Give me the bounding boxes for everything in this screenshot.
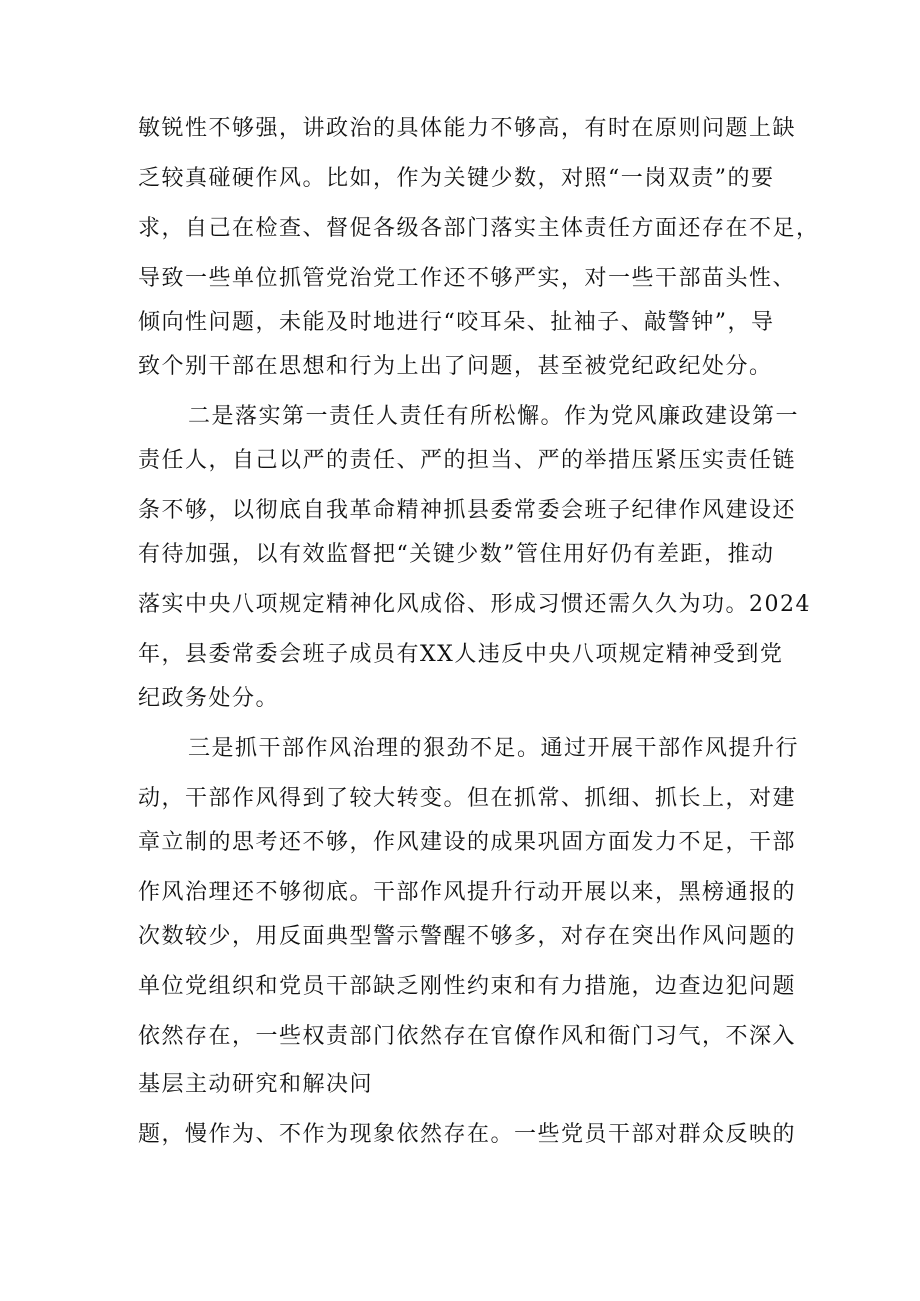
text-line: 致个别干部在思想和行为上出了问题，甚至被党纪政纪处分。 xyxy=(138,354,773,379)
text-line: 求，自己在检查、督促各级各部门落实主体责任方面还存在不足， xyxy=(138,216,820,241)
text-line: 题，慢作为、不作为现象依然存在。一些党员干部对群众反映的 xyxy=(138,1122,797,1147)
text-line: 作风治理还不够彻底。干部作风提升行动开展以来，黑榜通报的 xyxy=(138,880,797,905)
text-line: 次数较少，用反面典型警示警醒不够多，对存在突出作风问题的 xyxy=(138,924,797,949)
text-line: 单位党组织和党员干部缺乏刚性约束和有力措施，边查边犯问题 xyxy=(138,974,797,999)
text-line: 敏锐性不够强，讲政治的具体能力不够高，有时在原则问题上缺 xyxy=(138,116,797,141)
text-line: 依然存在，一些权责部门依然存在官僚作风和衙门习气，不深入 xyxy=(138,1024,797,1049)
text-line: 落实中央八项规定精神化风成俗、形成习惯还需久久为功。2024 xyxy=(138,592,811,617)
text-line: 导致一些单位抓管党治党工作还不够严实，对一些干部苗头性、 xyxy=(138,266,797,291)
text-line: 有待加强，以有效监督把“关键少数”管住用好仍有差距，推动 xyxy=(138,542,775,567)
text-line: 章立制的思考还不够，作风建设的成果巩固方面发力不足，干部 xyxy=(138,830,797,855)
text-line: 动，干部作风得到了较大转变。但在抓常、抓细、抓长上，对建 xyxy=(138,786,797,811)
text-line: 条不够，以彻底自我革命精神抓县委常委会班子纪律作风建设还 xyxy=(138,498,797,523)
paragraph-first-line: 二是落实第一责任人责任有所松懈。作为党风廉政建设第一 xyxy=(188,404,800,429)
text-line: 乏较真碰硬作风。比如，作为关键少数，对照“一岗双责”的要 xyxy=(138,166,775,191)
text-line: 年，县委常委会班子成员有XX人违反中央八项规定精神受到党 xyxy=(138,642,784,667)
paragraph-first-line: 三是抓干部作风治理的狠劲不足。通过开展干部作风提升行 xyxy=(188,736,800,761)
text-line: 倾向性问题，未能及时地进行“咬耳朵、扯袖子、敲警钟”，导 xyxy=(138,310,775,335)
text-line: 基层主动研究和解决问 xyxy=(138,1072,374,1097)
text-line: 责任人，自己以严的责任、严的担当、严的举措压紧压实责任链 xyxy=(138,448,797,473)
text-line: 纪政务处分。 xyxy=(138,686,280,711)
